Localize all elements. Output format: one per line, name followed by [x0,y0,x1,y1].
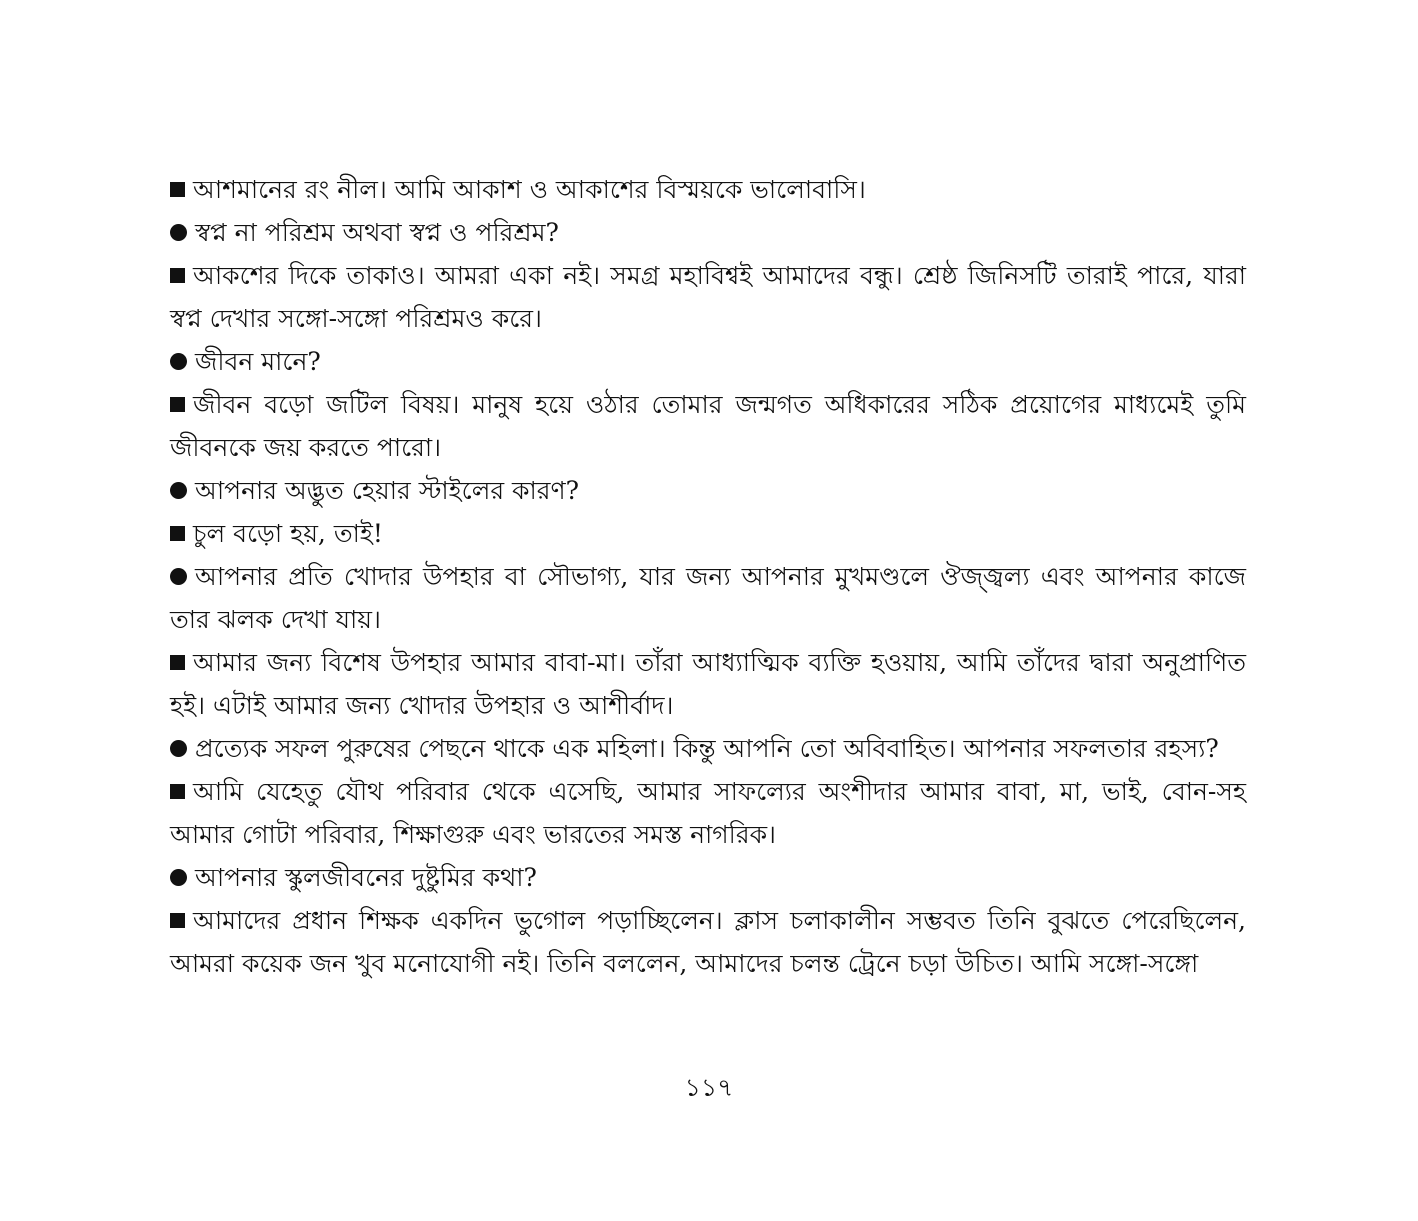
circle-bullet-icon [170,568,187,585]
answer-paragraph-4 [170,512,1246,555]
square-bullet-icon [170,268,185,283]
question-paragraph-2 [170,340,1246,383]
question-paragraph-6 [170,856,1246,899]
paragraph-text: চুল বড়ো হয়, তাই! [193,519,383,548]
square-bullet-icon [170,913,185,928]
question-paragraph-4 [170,555,1246,641]
answer-paragraph-3 [170,383,1246,469]
paragraph-text: আপনার অদ্ভুত হেয়ার স্টাইলের কারণ? [195,476,580,505]
answer-paragraph-1 [170,168,1246,211]
page-number: ১১৭ [684,1073,734,1102]
paragraph-text: আকশের দিকে তাকাও। আমরা একা নই। সমগ্র মহাবিশ্বই আমাদের বন্ধু। শ্রেষ্ঠ জিনিসটি তারাই পারে, যারা স্বপ্ন দেখার সঙ্গো-সঙ্গো পরিশ্রমও করে। [170,261,1246,333]
paragraph-text: প্রত্যেক সফল পুরুষের পেছনে থাকে এক মহিলা। কিন্তু আপনি তো অবিবাহিত। আপনার সফলতার রহস্য? [195,734,1219,763]
question-paragraph-3 [170,469,1246,512]
circle-bullet-icon [170,482,187,499]
paragraph-text: আপনার প্রতি খোদার উপহার বা সৌভাগ্য, যার জন্য আপনার মুখমণ্ডলে ঔজ্জ্বল্য এবং আপনার কাজে তার ঝলক দেখা যায়। [170,562,1246,634]
question-paragraph-1 [170,211,1246,254]
circle-bullet-icon [170,224,187,241]
answer-paragraph-7 [170,899,1246,985]
circle-bullet-icon [170,353,187,370]
answer-paragraph-5 [170,641,1246,727]
square-bullet-icon [170,526,185,541]
paragraph-text: আপনার স্কুলজীবনের দুষ্টুমির কথা? [195,863,537,892]
question-paragraph-5 [170,727,1246,770]
page-body [170,168,1246,985]
circle-bullet-icon [170,869,187,886]
circle-bullet-icon [170,740,187,757]
paragraph-text: জীবন মানে? [195,347,321,376]
paragraph-text: আমার জন্য বিশেষ উপহার আমার বাবা-মা। তাঁরা আধ্যাত্মিক ব্যক্তি হওয়ায়, আমি তাঁদের দ্বারা অনুপ্রাণিত হই। এটাই আমার জন্য খোদার উপহার ও আশীর্বাদ। [170,648,1246,720]
paragraph-text: আমি যেহেতু যৌথ পরিবার থেকে এসেছি, আমার সাফল্যের অংশীদার আমার বাবা, মা, ভাই, বোন-সহ আমার গোটা পরিবার, শিক্ষাগুরু এবং ভারতের সমস্ত নাগরিক। [170,777,1246,849]
paragraph-text: স্বপ্ন না পরিশ্রম অথবা স্বপ্ন ও পরিশ্রম? [195,218,559,247]
square-bullet-icon [170,784,185,799]
paragraph-text: আমাদের প্রধান শিক্ষক একদিন ভুগোল পড়াচ্ছিলেন। ক্লাস চলাকালীন সম্ভবত তিনি বুঝতে পেরেছিলেন, আমরা কয়েক জন খুব মনোযোগী নই। তিনি বললেন, আমাদের চলন্ত ট্রেনে চড়া উচিত। আমি সঙ্গো-সঙ্গো [170,906,1246,978]
answer-paragraph-6 [170,770,1246,856]
paragraph-text: জীবন বড়ো জটিল বিষয়। মানুষ হয়ে ওঠার তোমার জন্মগত অধিকারের সঠিক প্রয়োগের মাধ্যমেই তুমি জীবনকে জয় করতে পারো। [170,390,1246,462]
square-bullet-icon [170,397,185,412]
answer-paragraph-2 [170,254,1246,340]
paragraph-text: আশমানের রং নীল। আমি আকাশ ও আকাশের বিস্ময়কে ভালোবাসি। [193,175,866,204]
square-bullet-icon [170,182,185,197]
square-bullet-icon [170,655,185,670]
